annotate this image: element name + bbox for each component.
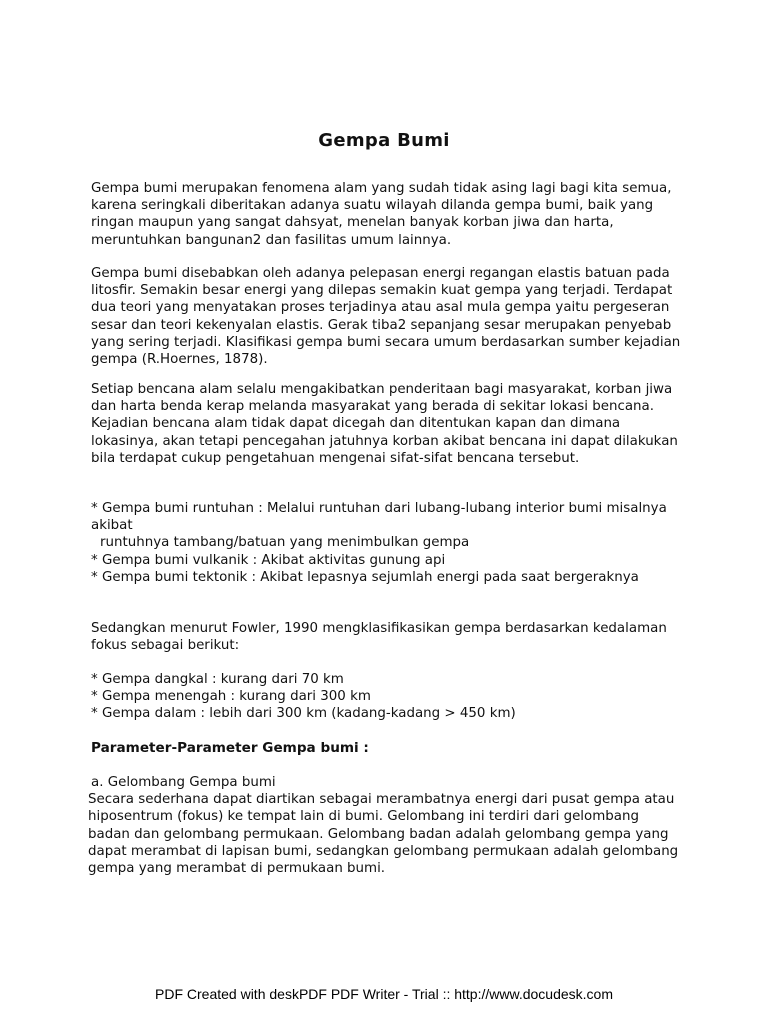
text-line: karena seringkali diberitakan adanya suatu wilayah dilanda gempa bumi, baik yang — [91, 198, 654, 214]
text-line: gempa (R.Hoernes, 1878). — [91, 351, 268, 367]
text-line: gempa yang merambat di permukaan bumi. — [88, 860, 386, 876]
text-line: Sedangkan menurut Fowler, 1990 mengklasifikasikan gempa berdasarkan kedalaman — [91, 621, 667, 636]
text-line: meruntuhkan bangunan2 dan fasilitas umum lainnya. — [91, 232, 452, 248]
list-item: * Gempa bumi runtuhan : Melalui runtuhan dari lubang-lubang interior bumi misalnya — [91, 501, 667, 516]
text-line: Gempa bumi disebabkan oleh adanya pelepasan energi regangan elastis batuan pada — [91, 266, 670, 281]
subsection-title: a. Gelombang Gempa bumi — [91, 775, 276, 790]
text-line: litosfir. Semakin besar energi yang dilepas semakin kuat gempa yang terjadi. Terdapat — [91, 283, 673, 299]
text-line: hiposentrum (fokus) ke tempat lain di bumi. Gelombang ini terdiri dari gelombang — [88, 809, 639, 825]
text-line: yang sering terjadi. Klasifikasi gempa bumi secara umum berdasarkan sumber kejadian — [91, 334, 681, 350]
section-heading: Parameter-Parameter Gempa bumi : — [91, 740, 369, 756]
text-line: Kejadian bencana alam tidak dapat dicegah dan ditentukan kapan dan dimana — [91, 416, 621, 432]
text-line: Setiap bencana alam selalu mengakibatkan penderitaan bagi masyarakat, korban jiwa — [91, 382, 673, 397]
text-line: bila terdapat cukup pengetahuan mengenai sifat-sifat bencana tersebut. — [91, 450, 580, 466]
list-item: * Gempa menengah : kurang dari 300 km — [91, 689, 371, 705]
list-item: * Gempa dangkal : kurang dari 70 km — [91, 672, 344, 687]
text-line: ringan maupun yang sangat dahsyat, menelan banyak korban jiwa dan harta, — [91, 215, 614, 231]
pdf-footer: PDF Created with deskPDF PDF Writer - Trial :: http://www.docudesk.com — [155, 986, 613, 1002]
text-line: dan harta benda kerap melanda masyarakat yang berada di sekitar lokasi bencana. — [91, 399, 654, 415]
list-item: akibat — [91, 518, 133, 534]
text-line: Gempa bumi merupakan fenomena alam yang sudah tidak asing lagi bagi kita semua, — [91, 181, 672, 196]
earthquake-types-list — [91, 500, 691, 586]
text-line: dapat merambat di lapisan bumi, sedangkan gelombang permukaan adalah gelombang — [88, 843, 679, 859]
text-line: sesar dan teori kekenyalan elastis. Gerak tiba2 sepanjang sesar merupakan penyebab — [91, 317, 672, 333]
fowler-paragraph — [91, 620, 691, 654]
depth-list — [91, 671, 691, 723]
disaster-paragraph — [91, 381, 691, 467]
text-line: badan dan gelombang permukaan. Gelombang badan adalah gelombang gempa yang — [88, 826, 669, 842]
wave-section — [88, 774, 691, 877]
text-line: dua teori yang menyatakan proses terjadinya atau asal mula gempa yaitu pergeseran — [91, 300, 670, 316]
list-item: * Gempa dalam : lebih dari 300 km (kadang-kadang > 450 km) — [91, 706, 516, 722]
list-item: * Gempa bumi vulkanik : Akibat aktivitas gunung api — [91, 552, 446, 568]
cause-paragraph — [91, 265, 691, 368]
list-item: * Gempa bumi tektonik : Akibat lepasnya sejumlah energi pada saat bergeraknya — [91, 569, 639, 585]
text-line: lokasinya, akan tetapi pencegahan jatuhnya korban akibat bencana ini dapat dilakukan — [91, 433, 678, 449]
intro-paragraph — [91, 180, 691, 249]
page-title: Gempa Bumi — [318, 130, 450, 151]
text-line: Secara sederhana dapat diartikan sebagai merambatnya energi dari pusat gempa atau — [88, 792, 675, 808]
text-line: fokus sebagai berikut: — [91, 638, 240, 654]
list-item: runtuhnya tambang/batuan yang menimbulkan gempa — [100, 535, 470, 551]
